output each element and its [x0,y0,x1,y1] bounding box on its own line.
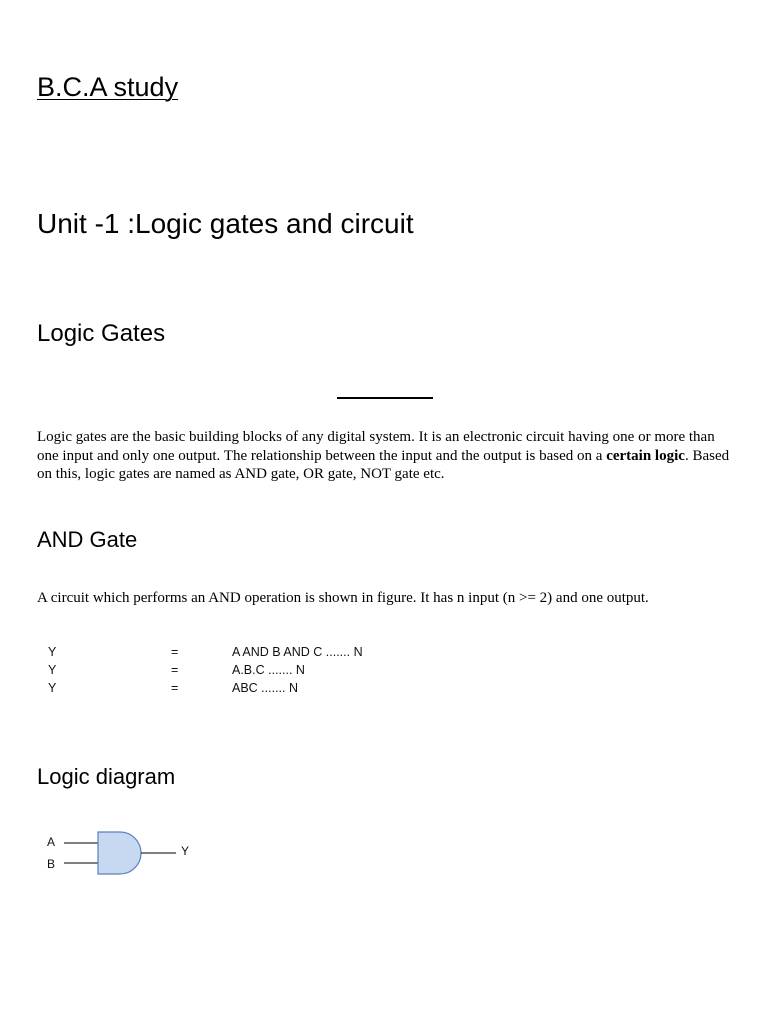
input-a-label: A [47,835,56,849]
and-gate-diagram [40,828,200,880]
equation-lhs: Y [48,681,57,695]
and-gate-symbol [98,832,141,874]
and-gate-heading: AND Gate [37,527,138,552]
horizontal-rule [337,397,433,399]
logic-diagram-heading: Logic diagram [37,764,176,789]
logic-gates-paragraph [37,428,737,484]
equation-rhs: A AND B AND C ....... N [232,645,363,659]
intro-text-after: . Based on this, logic gates are named as AND gate, OR gate, NOT gate etc. [37,447,730,482]
equation-lhs: Y [48,663,57,677]
site-title: B.C.A study [37,72,179,102]
logic-gates-heading: Logic Gates [37,320,166,347]
intro-text-before: Logic gates are the basic building blocks of any digital system. It is an electronic circuit having one or more than one input and only one output. The relationship between the input and the output is based on a [37,429,715,464]
equation-operator: = [171,645,179,659]
equation-rhs: ABC ....... N [232,681,298,695]
equation-rhs: A.B.C ....... N [232,663,305,677]
and-gate-paragraph: A circuit which performs an AND operation is shown in figure. It has n input (n >= 2) and one output. [37,590,649,606]
equation-operator: = [171,663,179,677]
output-y-label: Y [181,844,190,858]
intro-text-bold: certain logic [606,447,685,464]
equation-lhs: Y [48,645,57,659]
equation-operator: = [171,681,179,695]
unit-title: Unit -1 :Logic gates and circuit [37,208,414,239]
input-b-label: B [47,857,56,871]
